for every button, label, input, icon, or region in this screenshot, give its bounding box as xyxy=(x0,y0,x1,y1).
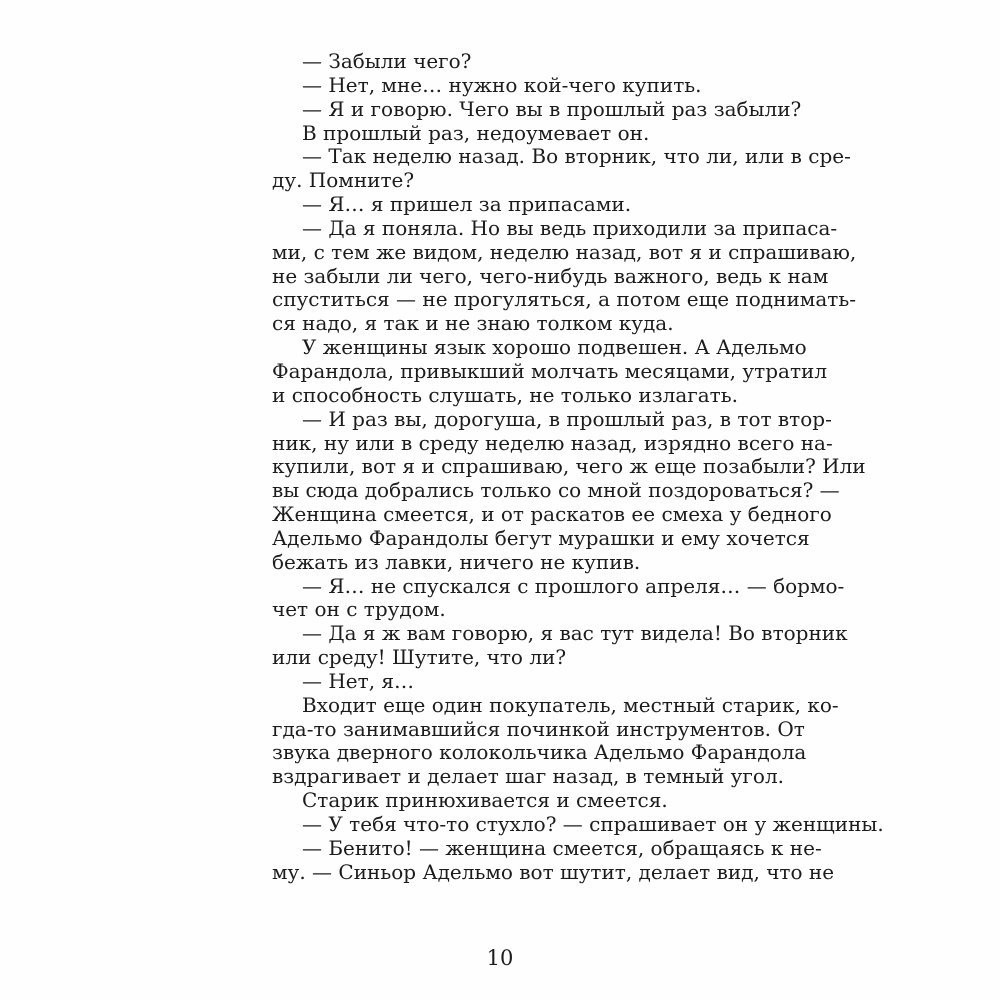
text-line: бежать из лавки, ничего не купив. xyxy=(272,549,641,574)
text-line: — Да я ж вам говорю, я вас тут видела! Во вторник xyxy=(302,621,848,646)
text-line: спуститься — не прогуляться, а потом еще поднимать- xyxy=(272,287,856,312)
page-text xyxy=(272,49,884,885)
text-line: — Нет, мне… нужно кой-чего купить. xyxy=(302,72,702,97)
text-line: — Я… не спускался с прошлого апреля… — бормо- xyxy=(302,573,845,598)
text-line: Фарандола, привыкший молчать месяцами, утратил xyxy=(272,358,828,383)
text-line: или среду! Шутите, что ли? xyxy=(272,645,567,670)
text-line: вздрагивает и делает шаг назад, в темный угол. xyxy=(272,764,785,789)
text-line: — Бенито! — женщина смеется, обращаясь к не- xyxy=(302,835,822,860)
text-line: — Нет, я… xyxy=(302,668,415,693)
text-line: У женщины язык хорошо подвешен. А Адельмо xyxy=(302,335,807,360)
text-line: ми, с тем же видом, неделю назад, вот я и спрашиваю, xyxy=(272,239,857,264)
text-line: ду. Помните? xyxy=(272,168,415,193)
text-line: купили, вот я и спрашиваю, чего ж еще позабыли? Или xyxy=(272,454,866,479)
text-line: — Я… я пришел за припасами. xyxy=(302,192,632,217)
text-line: — Так неделю назад. Во вторник, что ли, или в сре- xyxy=(302,144,851,169)
text-line: му. — Синьор Адельмо вот шутит, делает вид, что не xyxy=(272,859,835,884)
text-line: ник, ну или в среду неделю назад, изрядно всего на- xyxy=(272,430,833,455)
text-line: Женщина смеется, и от раскатов ее смеха у бедного xyxy=(272,502,832,527)
text-line: Старик принюхивается и смеется. xyxy=(302,788,668,813)
text-line: В прошлый раз, недоумевает он. xyxy=(302,120,650,145)
text-line: вы сюда добрались только со мной поздороваться? — xyxy=(272,478,840,503)
text-line: звука дверного колокольчика Адельмо Фарандола xyxy=(272,740,807,765)
text-line: — Я и говорю. Чего вы в прошлый раз забыли? xyxy=(302,96,802,121)
text-line: — У тебя что-то стухло? — спрашивает он у женщины. xyxy=(302,812,884,836)
text-line: гда-то занимавшийся починкой инструментов. От xyxy=(272,716,805,741)
text-line: — Забыли чего? xyxy=(302,49,472,73)
text-line: не забыли ли чего, чего-нибудь важного, ведь к нам xyxy=(272,263,829,288)
page-number: 10 xyxy=(486,946,514,970)
text-line: — И раз вы, дорогуша, в прошлый раз, в тот втор- xyxy=(302,406,832,431)
text-line: Адельмо Фарандолы бегут мурашки и ему хочется xyxy=(272,525,810,550)
text-line: Входит еще один покупатель, местный старик, ко- xyxy=(302,692,839,717)
text-line: ся надо, я так и не знаю толком куда. xyxy=(272,311,674,336)
text-line: — Да я поняла. Но вы ведь приходили за припаса- xyxy=(302,215,838,240)
text-line: чет он с трудом. xyxy=(272,597,446,622)
text-line: и способность слушать, не только излагать. xyxy=(272,382,738,407)
